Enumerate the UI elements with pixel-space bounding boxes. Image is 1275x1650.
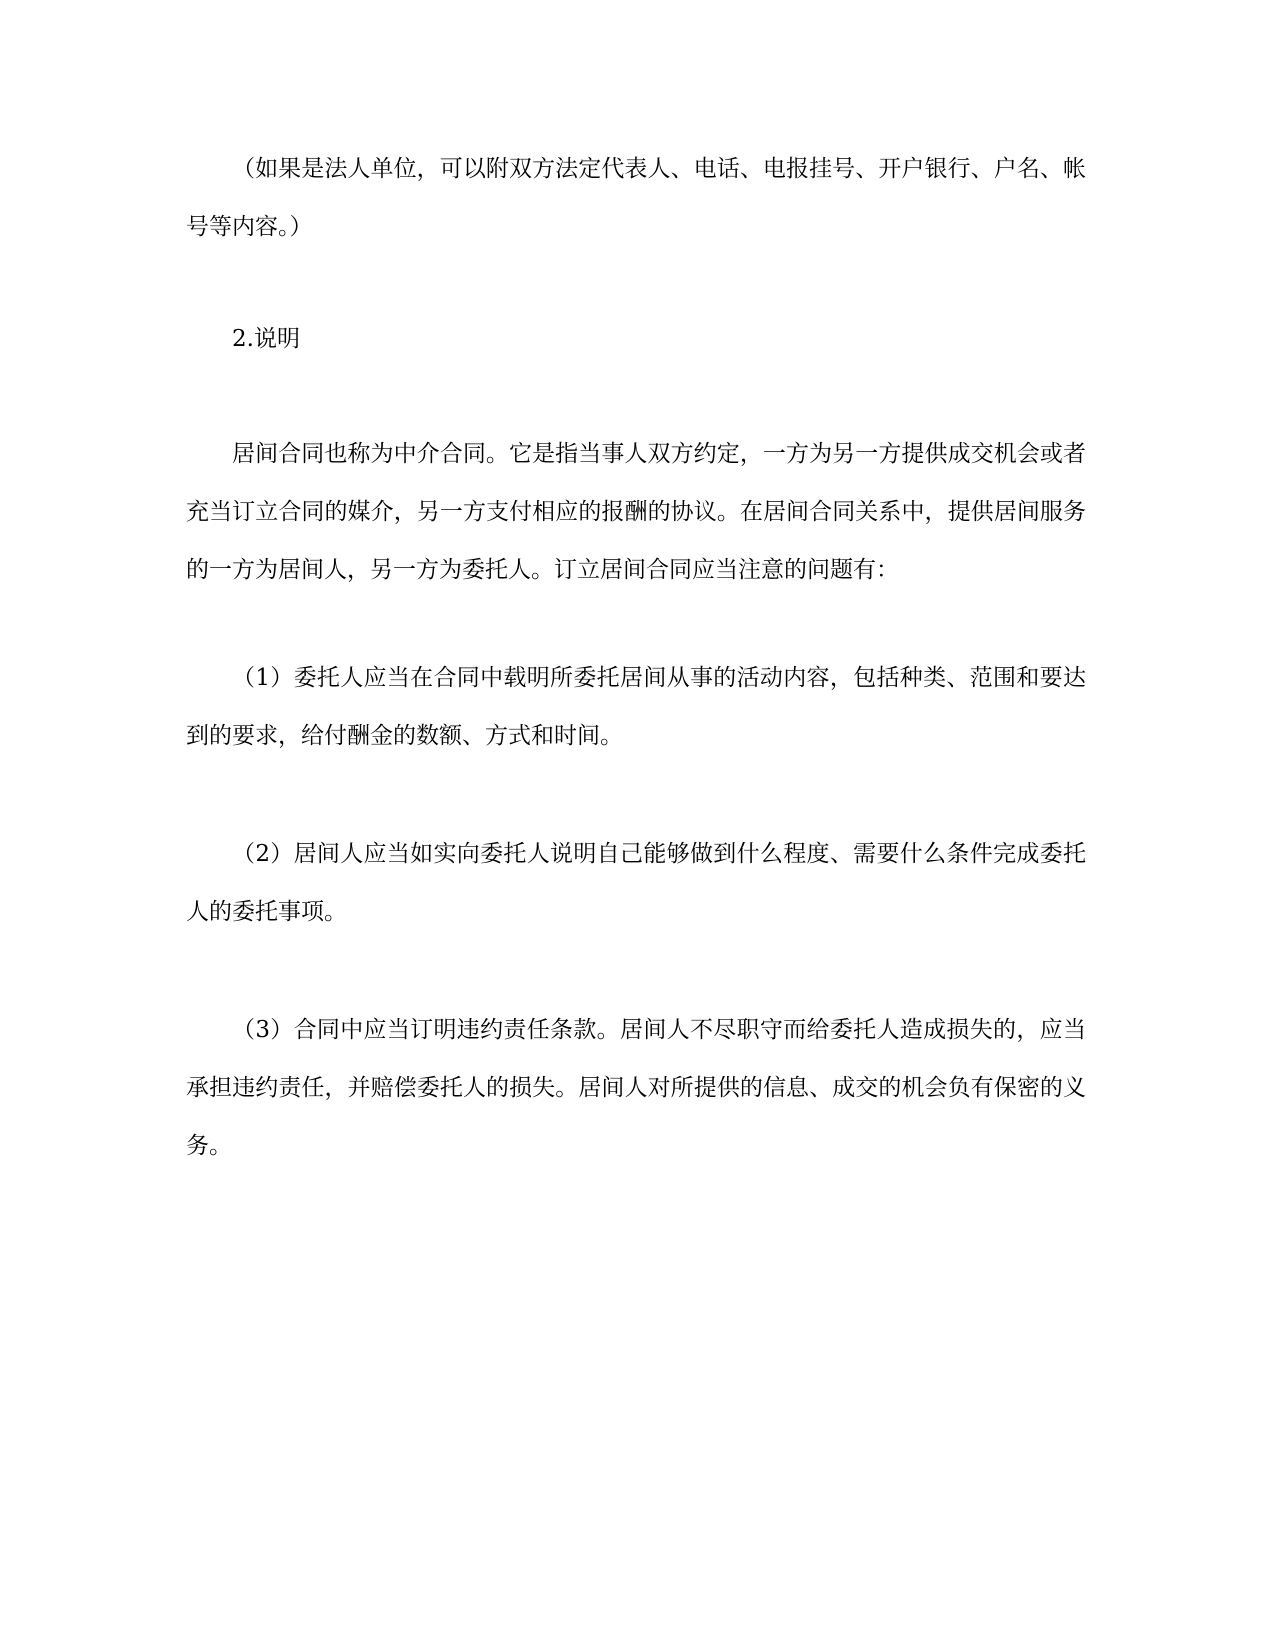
paragraph-definition: 居间合同也称为中介合同。它是指当事人双方约定，一方为另一方提供成交机会或者充当订立合同的媒介，另一方支付相应的报酬的协议。在居间合同关系中，提供居间服务的一方为居间人，另一方为委托人。订立居间合同应当注意的问题有： bbox=[186, 441, 1086, 583]
paragraph-item-3: （3）合同中应当订明违约责任条款。居间人不尽职守而给委托人造成损失的，应当承担违约责任，并赔偿委托人的损失。居间人对所提供的信息、成交的机会负有保密的义务。 bbox=[186, 1017, 1086, 1159]
paragraph-legal-entity-note: （如果是法人单位，可以附双方法定代表人、电话、电报挂号、开户银行、户名、帐号等内容。） bbox=[186, 156, 1086, 240]
section-heading-explanation: 2.说明 bbox=[232, 326, 300, 352]
paragraph-item-1: （1）委托人应当在合同中载明所委托居间从事的活动内容，包括种类、范围和要达到的要求，给付酬金的数额、方式和时间。 bbox=[186, 665, 1086, 749]
paragraph-item-2: （2）居间人应当如实向委托人说明自己能够做到什么程度、需要什么条件完成委托人的委托事项。 bbox=[186, 841, 1086, 925]
